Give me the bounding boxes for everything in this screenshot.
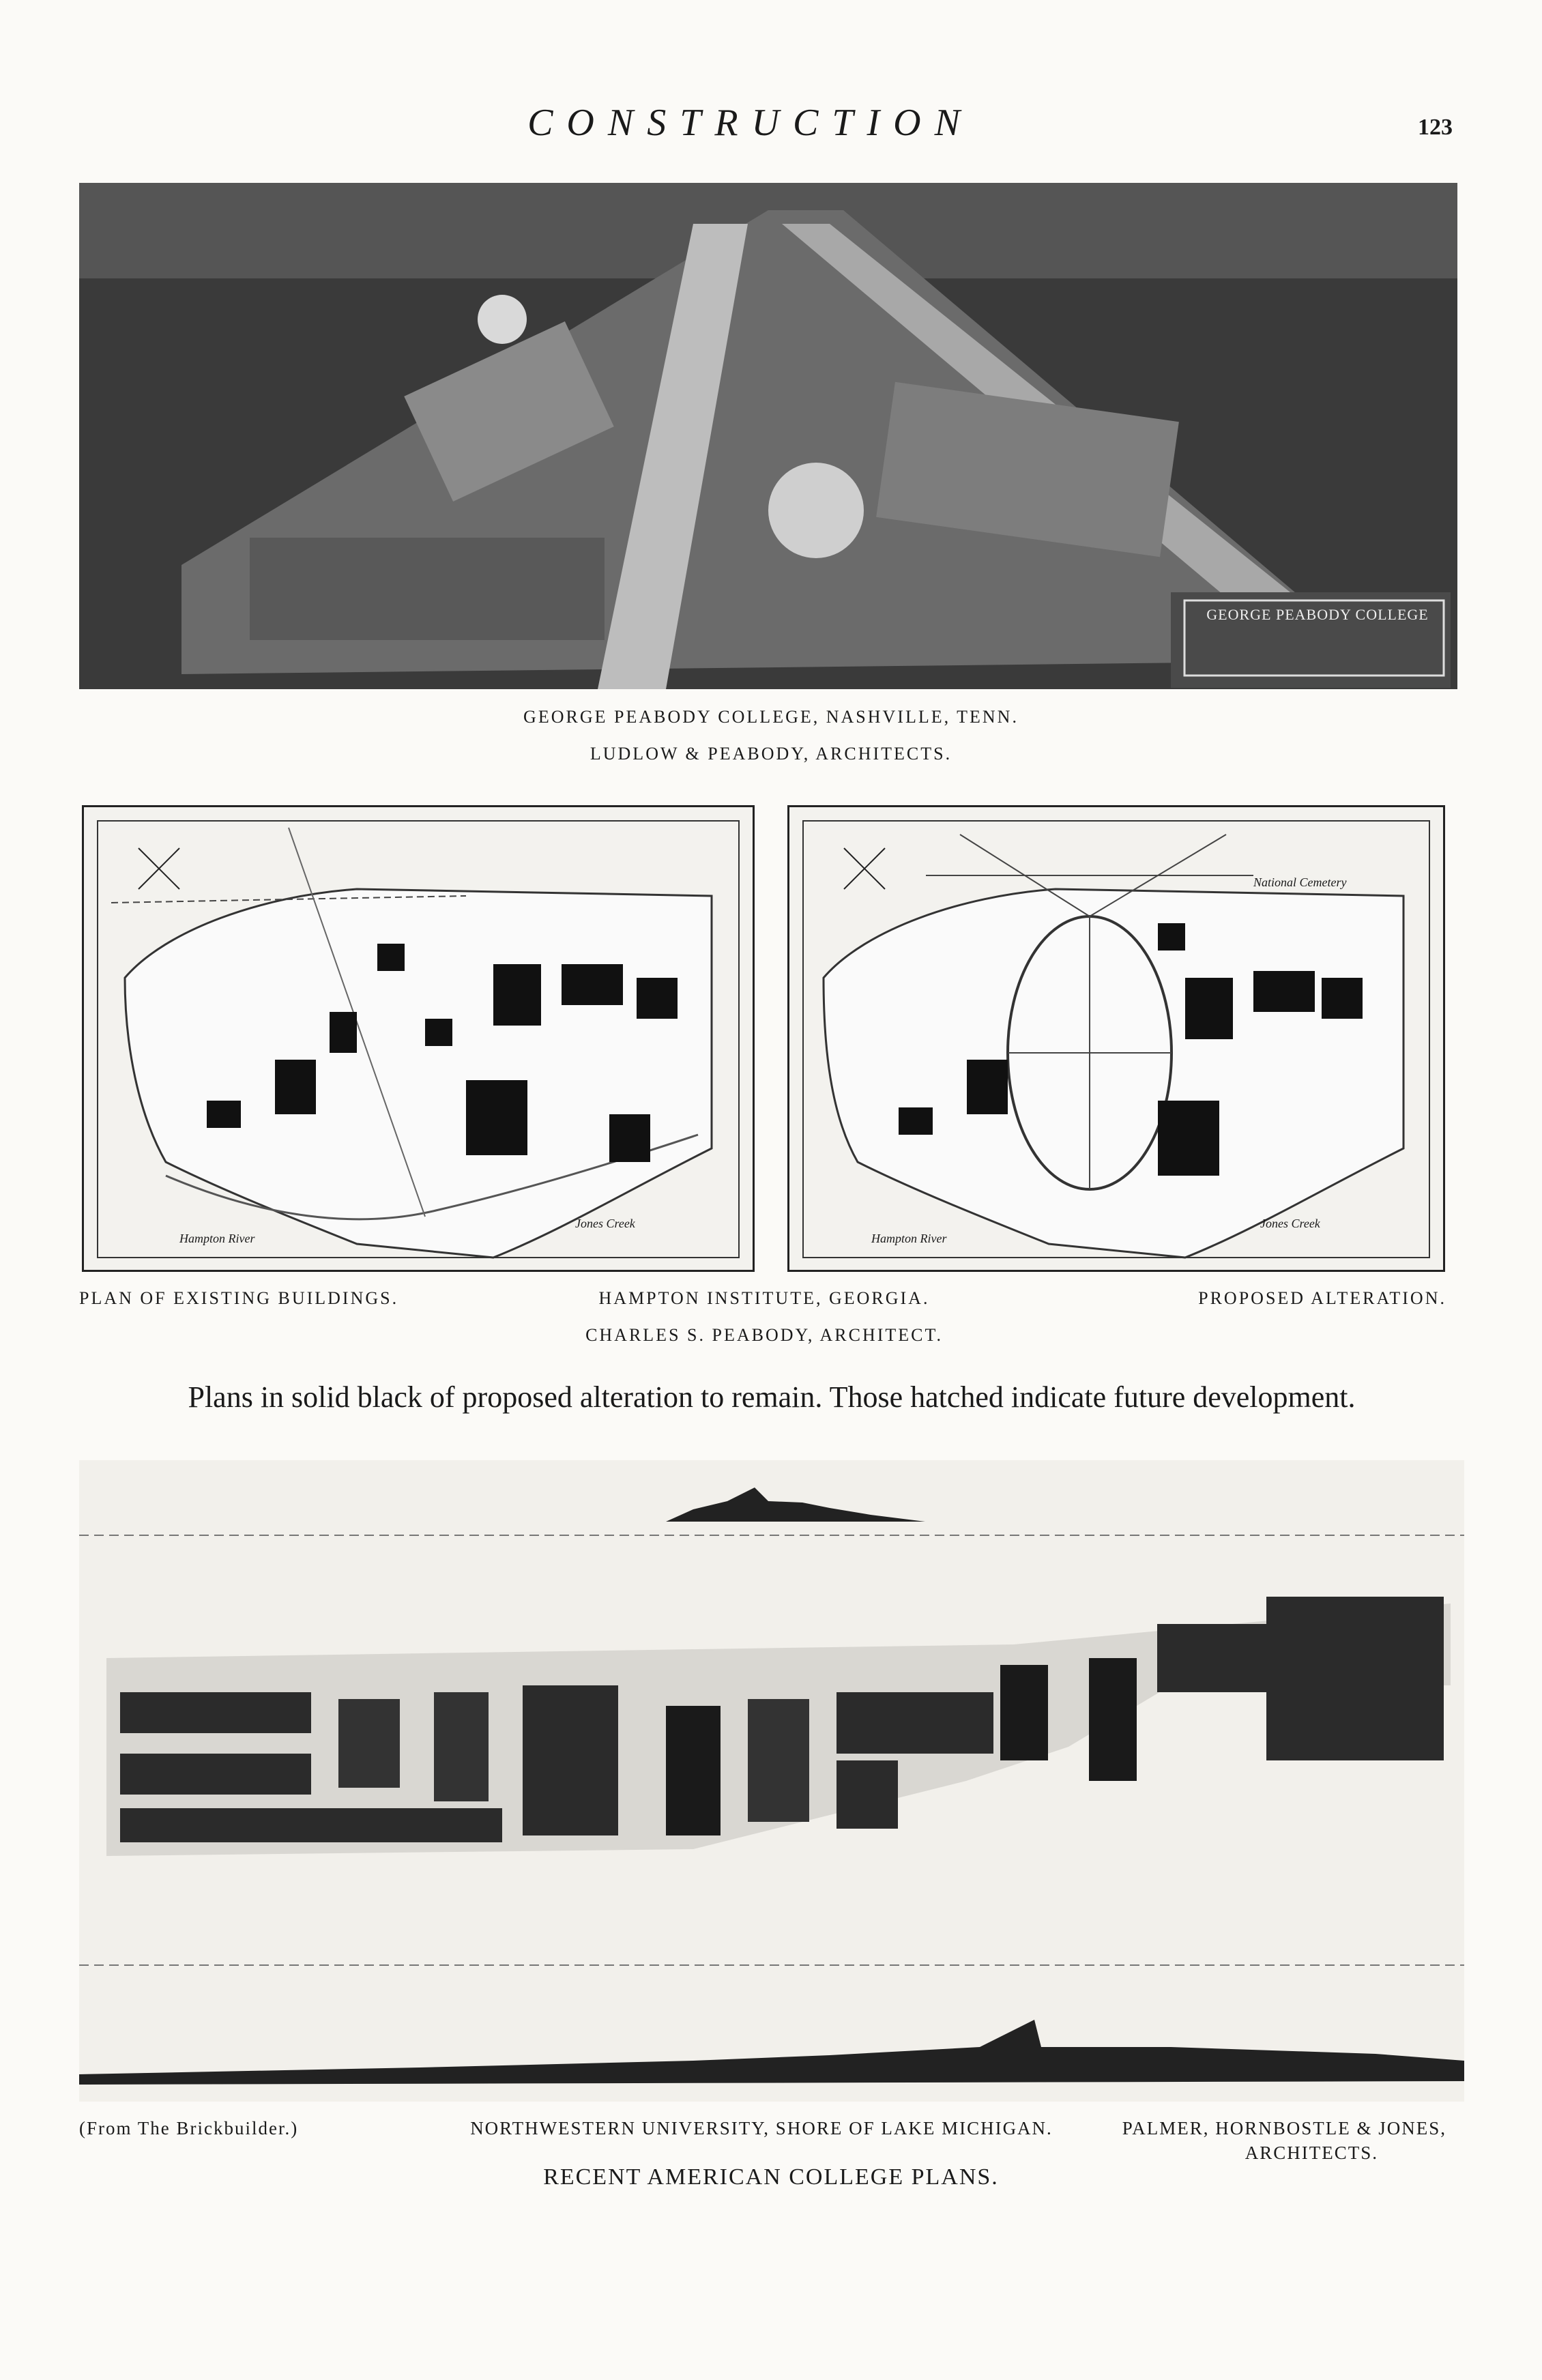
page-footer-title: RECENT AMERICAN COLLEGE PLANS.	[543, 2164, 999, 2190]
source-credit: (From The Brickbuilder.)	[79, 2118, 299, 2138]
photo-inset-label: GEORGE PEABODY COLLEGE	[1206, 606, 1429, 623]
aerial-photo-peabody-college	[79, 183, 1457, 689]
right-map-river-label: Hampton River	[871, 1232, 947, 1245]
plan-existing-drawing	[84, 807, 753, 1270]
left-map-river-label: Hampton River	[179, 1232, 255, 1245]
caption-hampton-architect: CHARLES S. PEABODY, ARCHITECT.	[585, 1325, 943, 1345]
plan-existing-buildings	[82, 805, 755, 1272]
northwestern-plan-drawing	[79, 1460, 1464, 2102]
northwestern-plan-svg	[79, 1460, 1464, 2102]
plan-proposed-alteration	[787, 805, 1445, 1272]
caption-architects-line1: PALMER, HORNBOSTLE & JONES,	[1122, 2118, 1446, 2138]
photo-caption-title: GEORGE PEABODY COLLEGE, NASHVILLE, TENN.	[523, 707, 1019, 727]
caption-existing-buildings: PLAN OF EXISTING BUILDINGS.	[79, 1288, 399, 1308]
photo-caption-architects: LUDLOW & PEABODY, ARCHITECTS.	[590, 744, 952, 764]
caption-northwestern-university: NORTHWESTERN UNIVERSITY, SHORE OF LAKE MICHIGAN.	[470, 2118, 1053, 2138]
right-map-creek-label: Jones Creek	[1260, 1217, 1320, 1230]
left-map-creek-label: Jones Creek	[575, 1217, 635, 1230]
page-number: 123	[1418, 115, 1453, 140]
plan-legend-statement: Plans in solid black of proposed alteration to remain. Those hatched indicate future development.	[188, 1380, 1356, 1414]
caption-architects-line2: ARCHITECTS.	[1245, 2143, 1378, 2163]
page-header-title: CONSTRUCTION	[527, 102, 974, 144]
caption-hampton-institute: HAMPTON INSTITUTE, GEORGIA.	[598, 1288, 930, 1308]
right-map-cemetery-label: National Cemetery	[1253, 875, 1347, 889]
caption-proposed-alteration: PROPOSED ALTERATION.	[1198, 1288, 1446, 1308]
